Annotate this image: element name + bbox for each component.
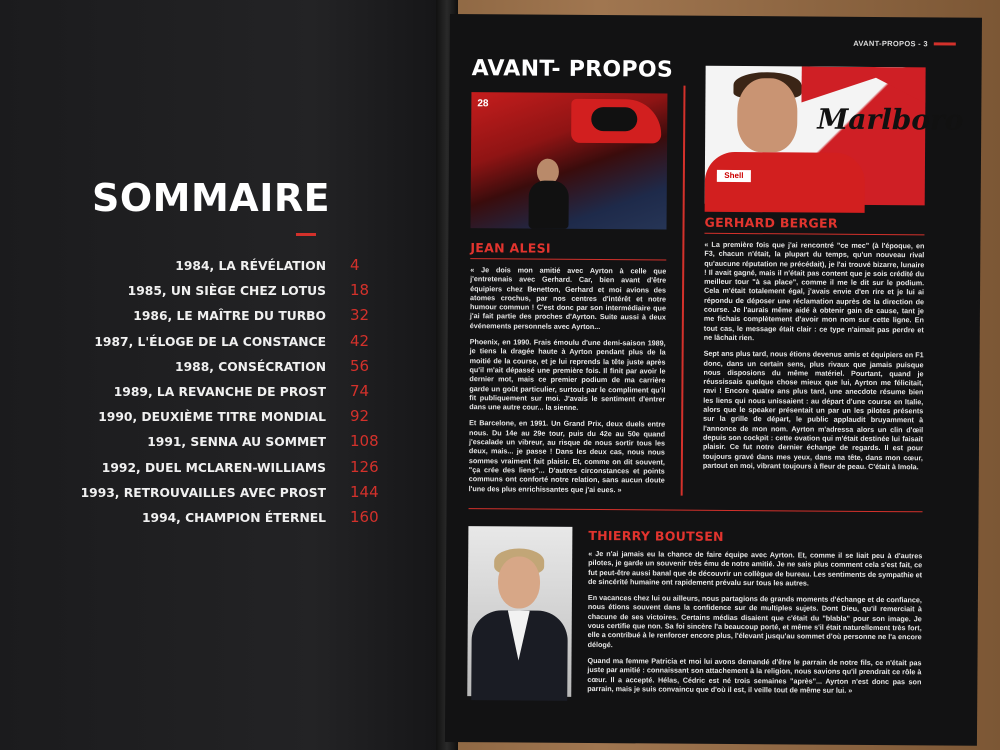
toc-page-number: 56 <box>350 356 370 375</box>
toc-entry <box>30 482 379 508</box>
paragraph: « La première fois que j'ai rencontré "ce mec" (à l'époque, en F3, chacun n'était, la plupart du temps, qu'un nouveau rival qu'aucune réputation ne précédait), je l'ai trouvé bizarre, lunaire ! Il avait gagné, mais il n'était pas content que je sois crédité du meilleur tour "à sa place", comme il me le dit sur le podium. Cela m'était totalement égal, j'avais envie d'en rire et je lui ai répondu de déposer une réclamation auprès de la direction de course. Je l'aurais même aidé à obtenir gain de cause, tant je me fichais complètement d'avoir mon nom sur cette ligne. En tout cas, le message était clair : ce type n'aimait pas perdre et ne lâchait rien. <box>703 239 925 343</box>
left-page <box>0 0 448 750</box>
toc-page-number: 18 <box>350 281 370 300</box>
toc-page-number: 144 <box>350 482 379 501</box>
alesi-heading: JEAN ALESI <box>470 240 551 256</box>
marlboro-logo: Marlboro <box>817 102 964 137</box>
toc-page-number: 160 <box>350 507 379 526</box>
paragraph: Sept ans plus tard, nous étions devenus amis et équipiers en F1 donc, dans un certain sens, plus rivaux que jamais puisque nous disposions du même matériel. Pourtant, quand je réussissais quelque chose mieux que lui, Ayrton me félicitait, ravi ! Encore quatre ans plus tard, une anecdote résume bien les liens qui nous unissaient : au départ d'une course en Italie, alors que le speaker présentait un par un les pilotes présents sur la grille de départ, le public applaudit bruyamment à l'annonce de mon nom. Ayrton m'adressa alors un clin d'œil depuis son cockpit : cette ovation qui m'était destinée lui faisait plaisir. Ce fut notre dernier échange de regards. Il est pour toujours gravé dans mes yeux, dans ma tête, dans mon cœur, partout en moi, vibrant toujours à fleur de peau. C'était à Imola. <box>702 349 924 472</box>
paragraph: En vacances chez lui ou ailleurs, nous partagions de grands moments d'échange et de confiance, nous étions souvent dans la confidence sur de multiples sujets. Dont Dieu, qu'il remerciait à chacune de ses victoires. Certains médias disaient que c'était du "blabla" pour son image. Je vous certifie que non. Sa foi sincère l'a beaucoup porté, et même s'il était naturellement très fort, elle a contribué à le renforcer encore plus, l'élevant jusqu'au sommet d'où personne ne l'a encore délogé. <box>587 593 922 649</box>
toc-page-number: 92 <box>350 407 370 426</box>
toc-label: 1989, LA REVANCHE DE PROST <box>113 384 326 399</box>
page-title: AVANT- PROPOS <box>471 56 674 83</box>
toc-label: 1987, L'ÉLOGE DE LA CONSTANCE <box>94 334 326 349</box>
toc-label: 1993, RETROUVAILLES AVEC PROST <box>80 485 326 500</box>
toc-entry <box>30 507 379 533</box>
toc-page-number: 126 <box>350 457 379 476</box>
alesi-photo <box>471 92 668 229</box>
toc-entry <box>30 306 370 331</box>
toc-page-number: 42 <box>350 331 370 350</box>
person-body <box>529 181 569 229</box>
toc-page-number: 108 <box>350 432 379 451</box>
section-divider <box>469 508 923 512</box>
running-head-rule <box>934 42 956 45</box>
column-divider <box>681 86 686 496</box>
toc-entry <box>30 457 379 483</box>
marlboro-chevron <box>801 66 925 103</box>
toc-page-number: 4 <box>350 256 360 274</box>
title-rule <box>296 233 316 236</box>
toc-label: 1990, DEUXIÈME TITRE MONDIAL <box>98 410 326 425</box>
shell-patch: Shell <box>717 170 751 182</box>
toc-label: 1991, SENNA AU SOMMET <box>147 435 326 450</box>
boutsen-heading: THIERRY BOUTSEN <box>588 527 724 544</box>
alesi-text <box>469 265 667 501</box>
toc-label: 1988, CONSÉCRATION <box>175 359 326 374</box>
toc-entry <box>30 432 379 457</box>
toc-page-number: 74 <box>350 381 370 400</box>
berger-heading: GERHARD BERGER <box>704 214 838 231</box>
toc-label: 1985, UN SIÈGE CHEZ LOTUS <box>127 284 326 299</box>
toc-entry <box>30 281 370 306</box>
boutsen-text <box>587 549 922 702</box>
toc-entry <box>30 407 370 432</box>
paragraph: Quand ma femme Patricia et moi lui avons demandé d'être le parrain de notre fils, ce n'était pas juste par amitié : connaissant son attachement à la religion, nous savions qu'il prendrait ce rôle à cœur. Il a accepté. Hélas, Cédric est né trois semaines "après"... Ayrton n'est donc pas son parrain, mais je suis convaincu que d'où il est, il veille tout de même sur lui. » <box>587 655 922 695</box>
toc-entry <box>30 331 370 357</box>
berger-rule <box>704 233 924 236</box>
berger-text <box>703 240 925 479</box>
toc-page-number: 32 <box>350 306 370 325</box>
person-head <box>498 556 540 608</box>
paragraph: Et Barcelone, en 1991. Un Grand Prix, deux duels entre nous. Du 14e au 29e tour, puis du 42e au 50e quand j'escalade un vibreur, au risque de nous sortir tous les deux, mais... je passe ! Dans les deux cas, nous nous sommes vraiment fait plaisir. Et, comme on dit souvent, "ça crée des liens"... D'autres circonstances et points communs ont conforté notre relation, sans aucun doute l'une des plus enrichissantes que j'ai eues. » <box>468 418 666 494</box>
paragraph: « Je n'ai jamais eu la chance de faire équipe avec Ayrton. Et, comme il se liait peu à d'autres pilotes, je garde un souvenir très ému de notre amitié. Je ne sais plus comment cela s'est fait, ce fut peut-être aussi banal que de découvrir un collègue de bureau. Les sentiments de sympathie et de sincérité humaine ont rapidement prévalu sur tous les autres. <box>588 548 923 588</box>
toc-label: 1994, CHAMPION ÉTERNEL <box>141 510 326 525</box>
person-head <box>737 78 798 152</box>
toc-label: 1986, LE MAÎTRE DU TURBO <box>133 309 326 324</box>
racing-suit <box>705 152 865 213</box>
running-head: AVANT-PROPOS - 3 <box>853 38 928 49</box>
table-of-contents <box>30 256 379 533</box>
right-page <box>445 14 982 746</box>
paragraph: Phoenix, en 1990. Frais émoulu d'une demi-saison 1989, je tiens la dragée haute à Ayrton pendant plus de la moitié de la course, et je lui reprends la tête juste après qu'il m'ait dépassé une première fois. Il finit par avoir le dernier mot, mais ce premier podium de ma carrière garde un goût particulier, surtout par le compliment qu'il fit publiquement sur moi. J'avais le sentiment d'entrer dans une autre cour... la sienne. <box>469 337 666 413</box>
alesi-rule <box>470 258 666 260</box>
boutsen-photo <box>467 526 572 697</box>
toc-entry <box>30 256 360 281</box>
sommaire-title: SOMMAIRE <box>92 176 331 220</box>
toc-label: 1984, LA RÉVÉLATION <box>175 259 326 273</box>
toc-label: 1992, DUEL MCLAREN-WILLIAMS <box>101 460 326 475</box>
berger-photo <box>705 66 964 206</box>
paragraph: « Je dois mon amitié avec Ayrton à celle que j'entretenais avec Gerhard. Car, bien avant d'être équipiers chez Benetton, Gerhard et moi avions des atomes crochus, par nos centres d'intérêt et notre humour commun ! C'est donc par son intermédiaire que j'ai fait partie des proches d'Ayrton. Suite aussi à deux événements personnels avec Ayrton... <box>469 265 667 331</box>
toc-entry <box>30 381 370 407</box>
toc-entry <box>30 356 370 382</box>
car-cockpit-shape <box>591 107 637 131</box>
car-number: 28 <box>477 98 489 110</box>
